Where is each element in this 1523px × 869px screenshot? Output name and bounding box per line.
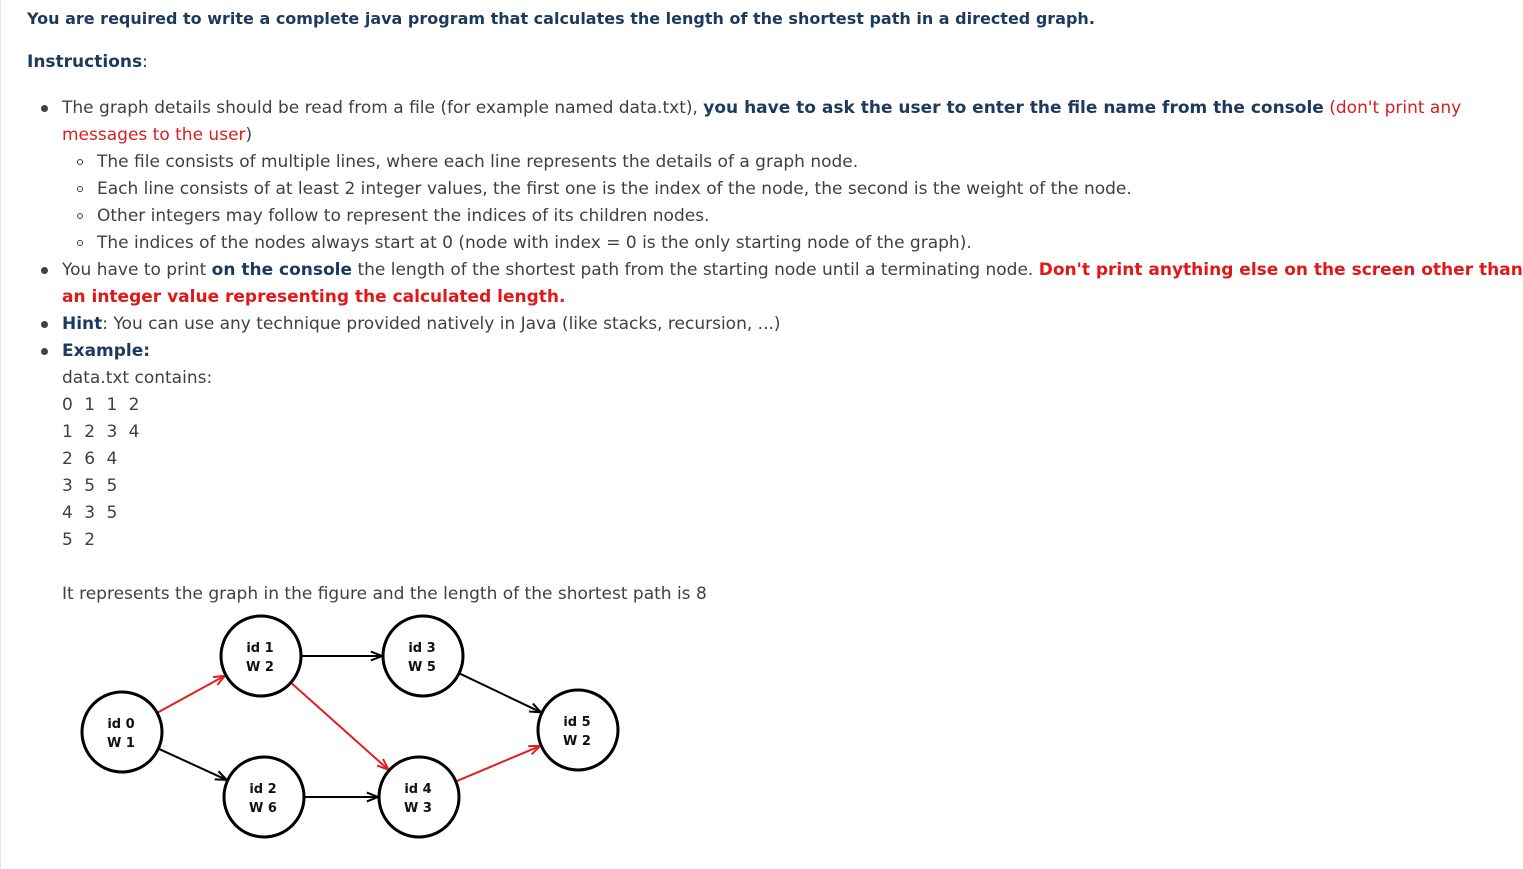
graph-edge-1-3 xyxy=(302,652,382,661)
node-id-label: id 0 xyxy=(107,717,135,732)
hint-text: : You can use any technique provided natively in Java (like stacks, recursion, ...) xyxy=(102,314,781,334)
data-line-1: 1 2 3 4 xyxy=(62,422,143,442)
bullet-1-close: ) xyxy=(245,125,253,145)
instructions-heading: Instructions: xyxy=(27,52,148,72)
hint-label: Hint xyxy=(62,314,103,334)
node-id-label: id 4 xyxy=(404,782,432,797)
graph-node-1 xyxy=(221,616,301,696)
graph-edge-0-2 xyxy=(159,749,226,780)
graph-edge-2-4 xyxy=(305,793,378,802)
graph-edge-3-5 xyxy=(460,674,541,713)
node-id-label: id 2 xyxy=(249,782,277,797)
node-circle xyxy=(383,616,463,696)
bullet-1-text: The graph details should be read from a file (for example named data.txt), xyxy=(62,98,704,118)
graph-edge-4-5 xyxy=(457,746,540,781)
bullet-1-red-b: messages to the user xyxy=(62,125,246,145)
conclusion-text: It represents the graph in the figure and the length of the shortest path is 8 xyxy=(62,584,707,604)
data-line-0: 0 1 1 2 xyxy=(62,395,143,415)
page-title: You are required to write a complete java program that calculates the length of the shortest path in a directed graph. xyxy=(27,9,1095,28)
data-line-4: 4 3 5 xyxy=(62,503,121,523)
node-circle xyxy=(379,757,459,837)
node-weight-label: W 2 xyxy=(563,734,591,749)
sub-bullet-1: The file consists of multiple lines, where each line represents the details of a graph node. xyxy=(97,152,859,172)
node-circle xyxy=(221,616,301,696)
sub-bullet-3: Other integers may follow to represent the indices of its children nodes. xyxy=(97,206,710,226)
node-circle xyxy=(224,757,304,837)
bullet-2-bold: on the console xyxy=(211,260,353,280)
graph-node-0 xyxy=(82,692,162,772)
graph-node-5 xyxy=(538,690,618,770)
graph-edge-0-1 xyxy=(158,676,225,713)
node-weight-label: W 1 xyxy=(107,736,135,751)
node-id-label: id 5 xyxy=(563,715,591,730)
node-weight-label: W 5 xyxy=(408,660,436,675)
sub-bullet-4: The indices of the nodes always start at 0 (node with index = 0 is the only starting node of the graph). xyxy=(97,233,972,253)
bullet-2-red-a: Don't print anything else on the screen other than xyxy=(1038,260,1523,280)
example-label: Example: xyxy=(62,341,151,361)
sub-bullet-2: Each line consists of at least 2 integer values, the first one is the index of the node, the second is the weight of the node. xyxy=(97,179,1132,199)
bullet-2-text-a: You have to print xyxy=(62,260,212,280)
node-weight-label: W 3 xyxy=(404,801,432,816)
data-line-2: 2 6 4 xyxy=(62,449,121,469)
node-id-label: id 3 xyxy=(408,641,436,656)
bullet-1-bold: you have to ask the user to enter the file name from the console xyxy=(703,98,1324,118)
node-circle xyxy=(538,690,618,770)
data-intro: data.txt contains: xyxy=(62,368,213,388)
data-line-3: 3 5 5 xyxy=(62,476,121,496)
graph-edge-1-4 xyxy=(292,683,389,769)
node-circle xyxy=(82,692,162,772)
data-line-5: 5 2 xyxy=(62,530,99,550)
node-weight-label: W 2 xyxy=(246,660,274,675)
node-id-label: id 1 xyxy=(246,641,274,656)
bullet-2-red-b: an integer value representing the calculated length. xyxy=(62,287,566,307)
bullet-2-text-b: the length of the shortest path from the starting node until a terminating node. xyxy=(352,260,1039,280)
node-weight-label: W 6 xyxy=(249,801,277,816)
graph-node-2 xyxy=(224,757,304,837)
instructions-label: Instructions xyxy=(27,52,143,72)
bullet-1-red-a: (don't print any xyxy=(1323,98,1462,118)
graph-node-4 xyxy=(379,757,459,837)
graph-node-3 xyxy=(383,616,463,696)
